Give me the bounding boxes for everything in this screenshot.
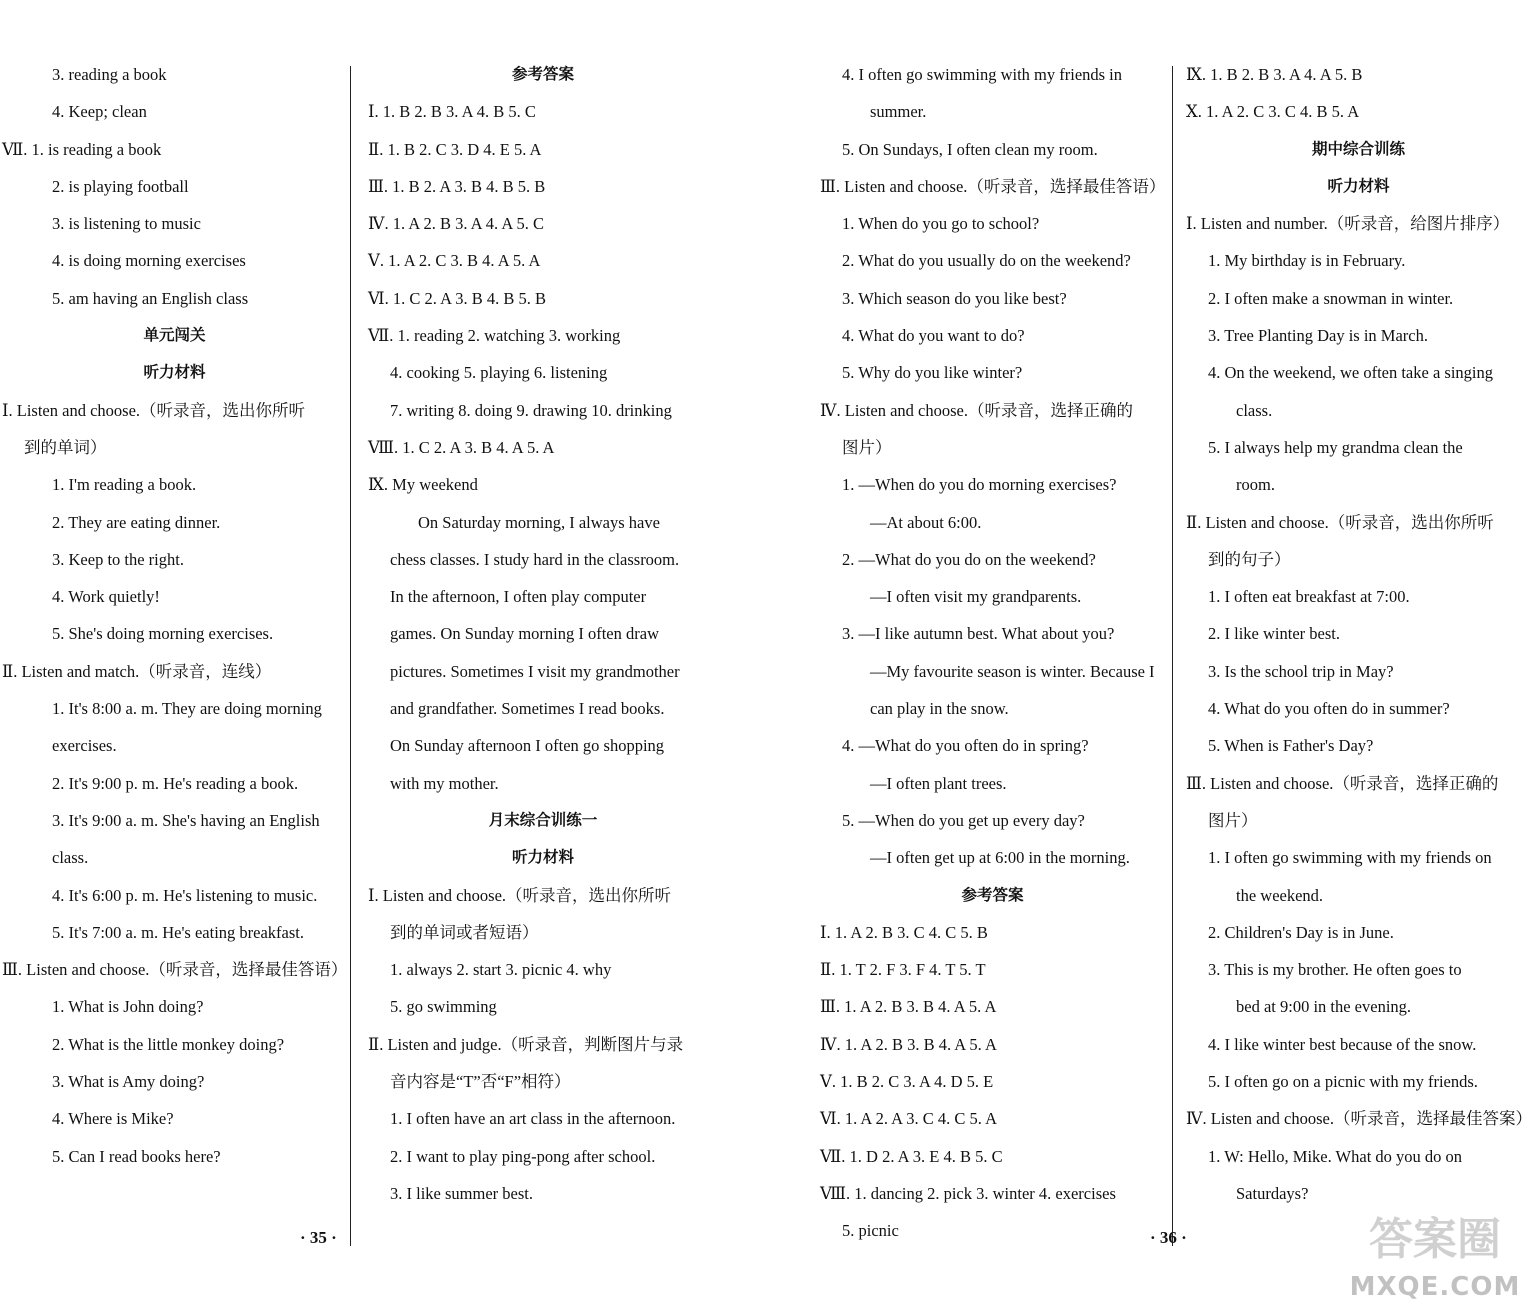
watermark-url: MXQE.COM xyxy=(1349,1272,1521,1302)
text-line: 音内容是“T”否“F”相符） xyxy=(390,1072,571,1092)
text-line: games. On Sunday morning I often draw xyxy=(390,624,659,644)
text-line: 4. Where is Mike? xyxy=(52,1109,174,1129)
text-line: 3. What is Amy doing? xyxy=(52,1072,205,1092)
text-line: Ⅰ. Listen and choose.（听录音，选出你所听 xyxy=(368,885,672,905)
section-heading: 单元闯关 xyxy=(143,326,206,345)
text-line: 4. is doing morning exercises xyxy=(52,251,246,271)
text-line: Ⅵ. 1. A 2. A 3. C 4. C 5. A xyxy=(820,1109,998,1129)
text-line: 1. My birthday is in February. xyxy=(1208,251,1406,271)
column-2 xyxy=(368,56,718,1212)
text-line: 1. W: Hello, Mike. What do you do on xyxy=(1208,1146,1463,1166)
text-line: 3. This is my brother. He often goes to xyxy=(1208,960,1462,980)
text-line: 5. go swimming xyxy=(390,997,497,1017)
text-line: and grandfather. Sometimes I read books. xyxy=(390,699,665,719)
text-line: On Sunday afternoon I often go shopping xyxy=(390,736,665,756)
text-line: 图片） xyxy=(1208,810,1258,830)
text-line: 5. When is Father's Day? xyxy=(1208,736,1374,756)
text-line: class. xyxy=(52,848,89,868)
text-line: Ⅸ. My weekend xyxy=(368,475,478,495)
text-line: 5. She's doing morning exercises. xyxy=(52,624,274,644)
text-line: —I often visit my grandparents. xyxy=(870,587,1082,607)
text-line: 5. —When do you get up every day? xyxy=(842,810,1085,830)
text-line: Ⅱ. Listen and match.（听录音，连线） xyxy=(2,661,272,681)
column-divider-2 xyxy=(1172,66,1173,1246)
text-line: 3. I like summer best. xyxy=(390,1183,533,1203)
text-line: 4. It's 6:00 p. m. He's listening to music. xyxy=(52,885,318,905)
text-line: summer. xyxy=(870,102,927,122)
text-line: 2. I often make a snowman in winter. xyxy=(1208,288,1454,308)
text-line: 3. Tree Planting Day is in March. xyxy=(1208,326,1428,346)
text-line: Ⅰ. 1. A 2. B 3. C 4. C 5. B xyxy=(820,922,988,942)
text-line: —I often get up at 6:00 in the morning. xyxy=(870,848,1130,868)
text-line: Ⅱ. 1. T 2. F 3. F 4. T 5. T xyxy=(820,960,986,980)
text-line: 2. I like winter best. xyxy=(1208,624,1340,644)
column-1 xyxy=(2,56,347,1175)
column-divider-1 xyxy=(350,66,351,1246)
text-line: Ⅴ. 1. A 2. C 3. B 4. A 5. A xyxy=(368,251,541,271)
section-heading: 参考答案 xyxy=(961,885,1024,904)
text-line: Ⅰ. Listen and number.（听录音，给图片排序） xyxy=(1186,214,1510,234)
text-line: —At about 6:00. xyxy=(870,512,982,532)
text-line: 2. What do you usually do on the weekend? xyxy=(842,251,1131,271)
text-line: Ⅹ. 1. A 2. C 3. C 4. B 5. A xyxy=(1186,102,1360,122)
text-line: —My favourite season is winter. Because I xyxy=(870,661,1155,681)
text-line: class. xyxy=(1236,400,1273,420)
text-line: 2. Children's Day is in June. xyxy=(1208,922,1394,942)
text-line: the weekend. xyxy=(1236,885,1324,905)
text-line: On Saturday morning, I always have xyxy=(418,512,660,532)
text-line: 4. I like winter best because of the snow. xyxy=(1208,1034,1477,1054)
text-line: 图片） xyxy=(842,437,892,457)
text-line: 4. Keep; clean xyxy=(52,102,147,122)
watermark-logo xyxy=(1340,1203,1530,1308)
text-line: In the afternoon, I often play computer xyxy=(390,587,647,607)
text-line: 4. On the weekend, we often take a singing xyxy=(1208,363,1493,383)
text-line: 到的句子） xyxy=(1208,549,1291,569)
text-line: Ⅱ. 1. B 2. C 3. D 4. E 5. A xyxy=(368,139,542,159)
text-line: Ⅷ. 1. dancing 2. pick 3. winter 4. exercises xyxy=(820,1183,1116,1203)
text-line: 1. —When do you do morning exercises? xyxy=(842,475,1117,495)
text-line: 4. What do you often do in summer? xyxy=(1208,699,1450,719)
text-line: Ⅱ. Listen and choose.（听录音，选出你所听 xyxy=(1186,512,1494,532)
text-line: can play in the snow. xyxy=(870,699,1009,719)
text-line: Ⅶ. 1. D 2. A 3. E 4. B 5. C xyxy=(820,1146,1003,1166)
text-line: 1. I often go swimming with my friends on xyxy=(1208,848,1492,868)
text-line: 1. What is John doing? xyxy=(52,997,204,1017)
text-line: Ⅲ. 1. B 2. A 3. B 4. B 5. B xyxy=(368,176,546,196)
text-line: 3. —I like autumn best. What about you? xyxy=(842,624,1115,644)
text-line: 2. is playing football xyxy=(52,176,189,196)
text-line: 5. It's 7:00 a. m. He's eating breakfast. xyxy=(52,922,305,942)
text-line: Ⅵ. 1. C 2. A 3. B 4. B 5. B xyxy=(368,288,546,308)
section-heading: 听力材料 xyxy=(143,363,206,382)
text-line: 5. I often go on a picnic with my friends. xyxy=(1208,1072,1478,1092)
section-heading: 参考答案 xyxy=(511,65,574,83)
watermark-title: 答案圈 xyxy=(1369,1214,1501,1265)
text-line: 2. —What do you do on the weekend? xyxy=(842,549,1096,569)
text-line: exercises. xyxy=(52,736,117,756)
text-line: chess classes. I study hard in the classroom. xyxy=(390,549,680,569)
text-line: Ⅲ. Listen and choose.（听录音，选择正确的 xyxy=(1186,773,1499,793)
text-line: 2. I want to play ping-pong after school. xyxy=(390,1146,656,1166)
text-line: Ⅶ. 1. is reading a book xyxy=(2,139,162,159)
text-line: 4. What do you want to do? xyxy=(842,326,1025,346)
column-4 xyxy=(1186,56,1531,1212)
text-line: Ⅶ. 1. reading 2. watching 3. working xyxy=(368,326,621,346)
text-line: Ⅱ. Listen and judge.（听录音，判断图片与录 xyxy=(368,1034,684,1054)
text-line: pictures. Sometimes I visit my grandmother xyxy=(390,661,680,681)
text-line: 3. reading a book xyxy=(52,65,167,84)
text-line: Ⅳ. Listen and choose.（听录音，选择最佳答案） xyxy=(1186,1109,1532,1129)
text-line: 5. On Sundays, I often clean my room. xyxy=(842,139,1098,159)
section-heading: 听力材料 xyxy=(1327,176,1390,195)
text-line: Ⅷ. 1. C 2. A 3. B 4. A 5. A xyxy=(368,437,555,457)
text-line: 5. Why do you like winter? xyxy=(842,363,1023,383)
text-line: 3. Which season do you like best? xyxy=(842,288,1067,308)
text-line: Ⅲ. Listen and choose.（听录音，选择最佳答语） xyxy=(820,176,1166,196)
text-line: with my mother. xyxy=(390,773,499,793)
text-line: 2. What is the little monkey doing? xyxy=(52,1034,285,1054)
text-line: 5. am having an English class xyxy=(52,288,249,308)
column-3 xyxy=(820,56,1165,1250)
page-number-left: · 35 · xyxy=(300,1228,337,1247)
section-heading: 月末综合训练一 xyxy=(488,810,598,829)
section-heading: 听力材料 xyxy=(511,848,574,867)
text-line: Ⅸ. 1. B 2. B 3. A 4. A 5. B xyxy=(1186,65,1363,84)
text-line: 2. They are eating dinner. xyxy=(52,512,221,532)
text-line: bed at 9:00 in the evening. xyxy=(1236,997,1412,1017)
text-line: 2. It's 9:00 p. m. He's reading a book. xyxy=(52,773,299,793)
text-line: 1. It's 8:00 a. m. They are doing morning xyxy=(52,699,322,719)
text-line: 4. cooking 5. playing 6. listening xyxy=(390,363,608,383)
text-line: Ⅰ. 1. B 2. B 3. A 4. B 5. C xyxy=(368,102,536,122)
text-line: 3. Is the school trip in May? xyxy=(1208,661,1394,681)
text-line: Ⅳ. 1. A 2. B 3. B 4. A 5. A xyxy=(820,1034,997,1054)
text-line: Ⅴ. 1. B 2. C 3. A 4. D 5. E xyxy=(820,1072,994,1092)
text-line: 5. picnic xyxy=(842,1221,899,1241)
text-line: 3. Keep to the right. xyxy=(52,549,184,569)
text-line: 3. is listening to music xyxy=(52,214,201,234)
text-line: —I often plant trees. xyxy=(870,773,1007,793)
text-line: 1. I'm reading a book. xyxy=(52,475,197,495)
text-line: Ⅳ. 1. A 2. B 3. A 4. A 5. C xyxy=(368,214,545,234)
text-line: room. xyxy=(1236,475,1275,495)
text-line: 5. I always help my grandma clean the xyxy=(1208,437,1463,457)
text-line: Saturdays? xyxy=(1236,1183,1309,1203)
text-line: 4. I often go swimming with my friends in xyxy=(842,65,1123,84)
text-line: 1. I often have an art class in the afternoon. xyxy=(390,1109,676,1129)
text-line: 7. writing 8. doing 9. drawing 10. drinking xyxy=(390,400,672,420)
text-line: 4. —What do you often do in spring? xyxy=(842,736,1089,756)
page-number-right: · 36 · xyxy=(1150,1228,1187,1247)
section-heading: 期中综合训练 xyxy=(1311,139,1405,158)
text-line: 1. I often eat breakfast at 7:00. xyxy=(1208,587,1410,607)
text-line: 1. When do you go to school? xyxy=(842,214,1040,234)
text-line: Ⅲ. Listen and choose.（听录音，选择最佳答语） xyxy=(2,960,348,980)
text-line: Ⅳ. Listen and choose.（听录音，选择正确的 xyxy=(820,400,1133,420)
text-line: 3. It's 9:00 a. m. She's having an English xyxy=(52,810,320,830)
text-line: Ⅰ. Listen and choose.（听录音，选出你所听 xyxy=(2,400,306,420)
text-line: 到的单词或者短语） xyxy=(390,922,539,942)
text-line: 1. always 2. start 3. picnic 4. why xyxy=(390,960,612,980)
text-line: Ⅲ. 1. A 2. B 3. B 4. A 5. A xyxy=(820,997,997,1017)
text-line: 4. Work quietly! xyxy=(52,587,160,607)
text-line: 5. Can I read books here? xyxy=(52,1146,221,1166)
text-line: 到的单词） xyxy=(24,437,107,457)
